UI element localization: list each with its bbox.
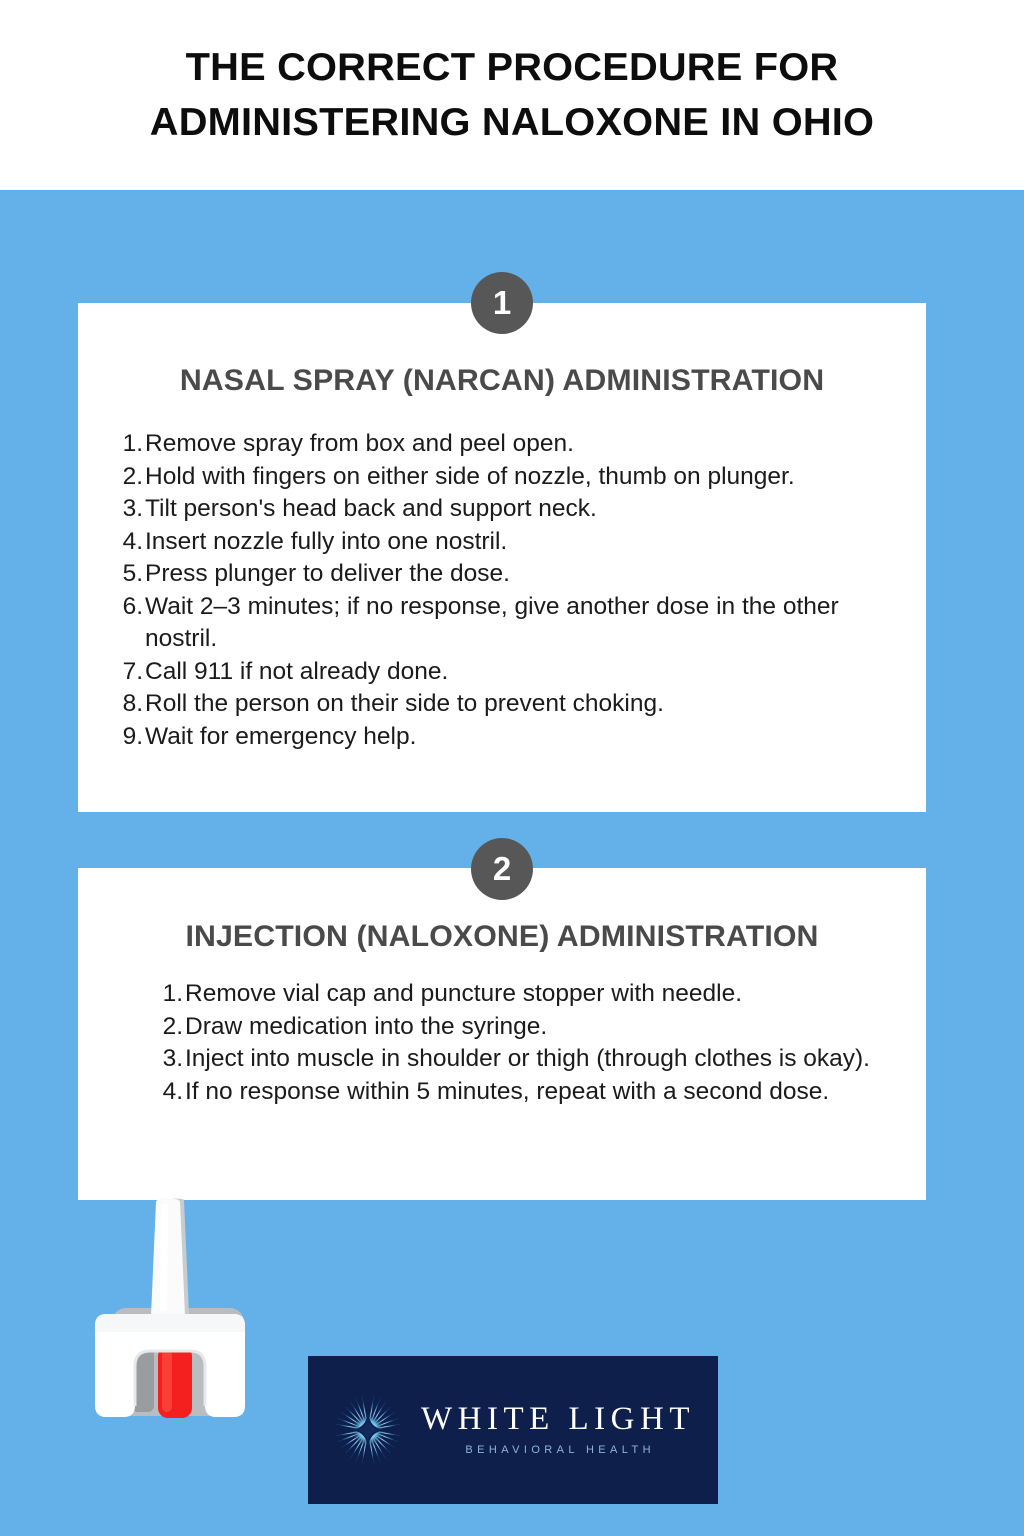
logo-name: WHITE LIGHT [420,1401,695,1438]
step-number: 4. [122,527,143,555]
step-badge-1: 1 [471,272,533,334]
step-text: Wait for emergency help. [145,722,417,750]
step-number: 3. [162,1045,183,1073]
list-item [120,493,910,525]
step-number: 7. [122,657,143,685]
step-number: 9. [122,722,143,750]
section-title-nasal-spray: NASAL SPRAY (NARCAN) ADMINISTRATION [179,364,825,397]
list-item [120,461,910,493]
list-item [120,721,910,753]
step-text: Remove spray from box and peel open. [145,430,574,457]
list-item [120,558,910,590]
step-text: Tilt person's head back and support neck. [145,495,597,523]
steps-list-nasal-spray [120,428,910,753]
list-item [120,591,910,655]
step-text: Inject into muscle in shoulder or thigh (through clothes is okay). [185,1045,870,1073]
step-text: Roll the person on their side to prevent choking. [145,690,664,718]
logo-wordmark [421,1402,695,1458]
steps-list-injection [160,978,910,1108]
list-item [120,526,910,558]
list-item [120,688,910,720]
step-text: If no response within 5 minutes, repeat with a second dose. [185,1077,830,1105]
step-number: 1. [162,980,183,1007]
logo-tagline: BEHAVIORAL HEALTH [465,1443,655,1456]
step-number: 3. [122,495,143,523]
header-band [0,0,1024,190]
starburst-icon [331,1393,405,1467]
list-item [120,428,910,460]
step-text: Remove vial cap and puncture stopper with needle. [185,980,743,1007]
step-text: Insert nozzle fully into one nostril. [145,527,508,555]
section-title-injection: INJECTION (NALOXONE) ADMINISTRATION [185,920,819,953]
narcan-nasal-spray-icon [88,1196,263,1426]
step-number: 2. [122,462,143,490]
step-number: 6. [122,592,143,620]
list-item [160,1011,910,1043]
list-item [160,978,910,1010]
list-item [160,1076,910,1108]
step-number: 4. [162,1077,183,1105]
step-number: 8. [122,690,143,718]
step-text: Call 911 if not already done. [145,657,449,685]
step-text: Draw medication into the syringe. [185,1012,548,1040]
step-number: 5. [122,560,143,588]
page-title: THE CORRECT PROCEDURE FOR ADMINISTERING NALOXONE IN OHIO [149,45,875,144]
step-number: 2. [162,1012,183,1040]
step-text: Press plunger to deliver the dose. [145,560,510,588]
list-item [160,1043,910,1075]
brand-logo [308,1356,718,1504]
step-number: 1. [122,430,143,457]
list-item [120,656,910,688]
step-text: Hold with fingers on either side of nozzle, thumb on plunger. [145,462,795,490]
step-badge-2: 2 [471,838,533,900]
step-text: Wait 2–3 minutes; if no response, give another dose in the other nostril. [145,592,839,653]
